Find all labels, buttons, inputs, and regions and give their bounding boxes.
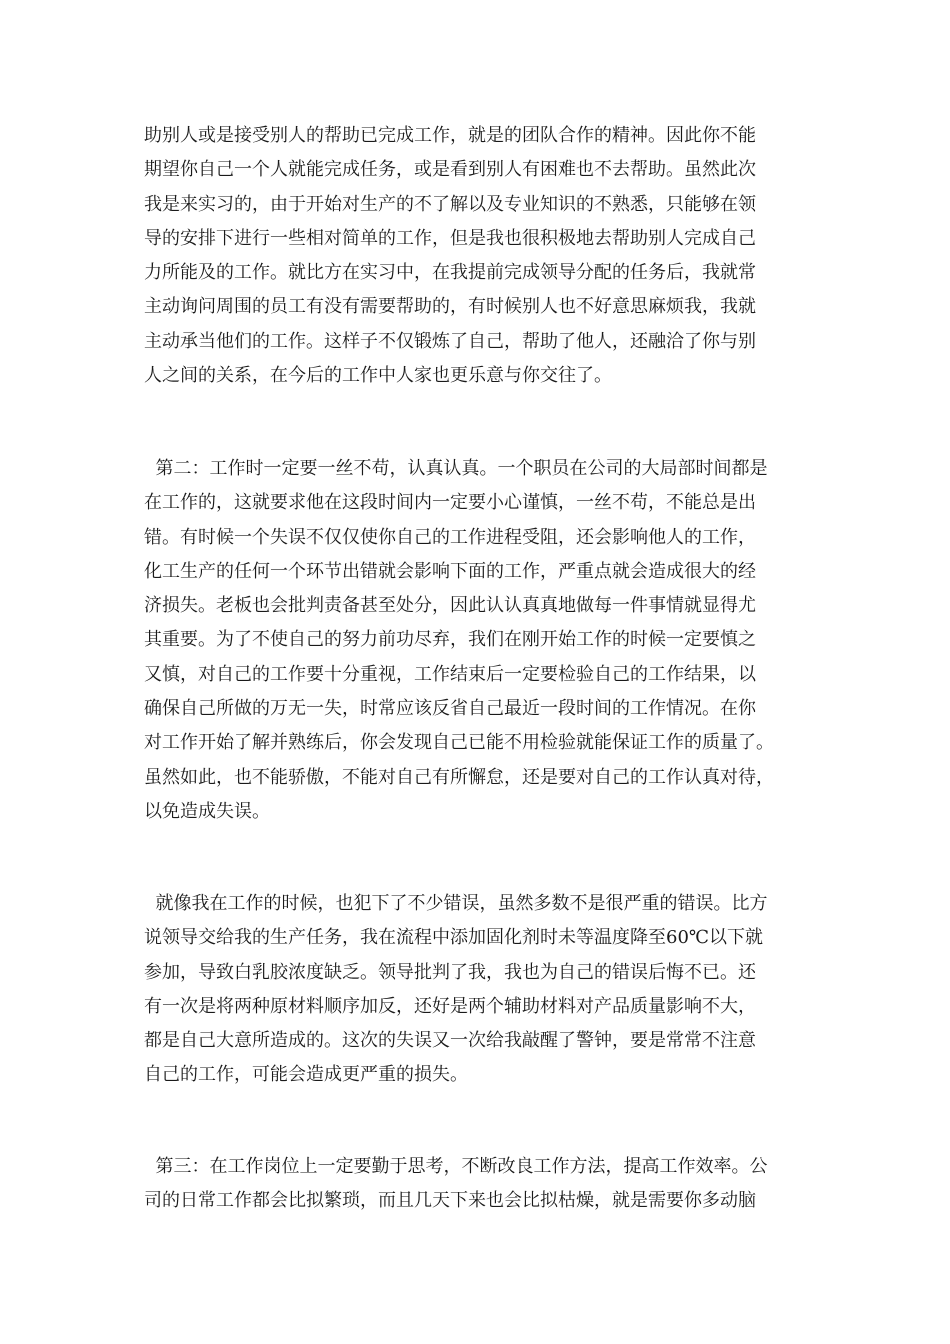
text-line: 自己的工作，可能会造成更严重的损失。	[144, 1064, 468, 1086]
text-line: 虽然如此，也不能骄傲，不能对自己有所懈怠，还是要对自己的工作认真对待，	[144, 766, 774, 788]
text-line: 错。有时候一个失误不仅仅使你自己的工作进程受阻，还会影响他人的工作，	[144, 526, 756, 548]
text-line: 都是自己大意所造成的。这次的失误又一次给我敲醒了警钟，要是常常不注意	[144, 1030, 756, 1052]
text-line: 主动询问周围的员工有没有需要帮助的，有时候别人也不好意思麻烦我，我就	[144, 296, 756, 318]
text-line: 有一次是将两种原材料顺序加反，还好是两个辅助材料对产品质量影响不大，	[144, 995, 756, 1017]
text-line: 主动承当他们的工作。这样子不仅锻炼了自己，帮助了他人，还融洽了你与别	[144, 330, 756, 352]
text-line: 我是来实习的，由于开始对生产的不了解以及专业知识的不熟悉，只能够在领	[144, 193, 756, 215]
text-line: 力所能及的工作。就比方在实习中，在我提前完成领导分配的任务后，我就常	[144, 262, 756, 284]
text-line: 第三：在工作岗位上一定要勤于思考，不断改良工作方法，提高工作效率。公	[144, 1156, 768, 1177]
text-line: 济损失。老板也会批判责备甚至处分，因此认认真真地做每一件事情就显得尤	[144, 595, 756, 617]
text-line: 就像我在工作的时候，也犯下了不少错误，虽然多数不是很严重的错误。比方	[144, 893, 768, 914]
text-line: 对工作开始了解并熟练后，你会发现自己已能不用检验就能保证工作的质量了。	[144, 732, 774, 754]
text-line: 第二：工作时一定要一丝不苟，认真认真。一个职员在公司的大局部时间都是	[144, 458, 768, 479]
text-line: 导的安排下进行一些相对简单的工作，但是我也很积极地去帮助别人完成自己	[144, 227, 756, 249]
text-line: 又慎，对自己的工作要十分重视，工作结束后一定要检验自己的工作结果，以	[144, 663, 756, 685]
text-line: 确保自己所做的万无一失，时常应该反省自己最近一段时间的工作情况。在你	[144, 698, 756, 720]
paragraph-third-point	[144, 1150, 814, 1219]
text-line: 以免造成失误。	[144, 800, 270, 822]
text-line: 司的日常工作都会比拟繁琐，而且几天下来也会比拟枯燥，就是需要你多动脑	[144, 1190, 756, 1212]
paragraph-mistakes	[144, 887, 814, 1093]
paragraph-teamwork	[144, 119, 814, 393]
paragraph-second-point	[144, 452, 814, 829]
text-line: 化工生产的任何一个环节出错就会影响下面的工作，严重点就会造成很大的经	[144, 560, 756, 582]
text-line: 助别人或是接受别人的帮助已完成工作，就是的团队合作的精神。因此你不能	[144, 125, 756, 146]
text-line: 说领导交给我的生产任务，我在流程中添加固化剂时未等温度降至60℃以下就	[144, 927, 764, 949]
text-line: 参加，导致白乳胶浓度缺乏。领导批判了我，我也为自己的错误后悔不已。还	[144, 961, 756, 983]
text-line: 在工作的，这就要求他在这段时间内一定要小心谨慎，一丝不苟，不能总是出	[144, 492, 756, 514]
text-line: 期望你自己一个人就能完成任务，或是看到别人有困难也不去帮助。虽然此次	[144, 159, 756, 181]
text-line: 人之间的关系，在今后的工作中人家也更乐意与你交往了。	[144, 365, 612, 387]
text-line: 其重要。为了不使自己的努力前功尽弃，我们在刚开始工作的时候一定要慎之	[144, 629, 756, 651]
